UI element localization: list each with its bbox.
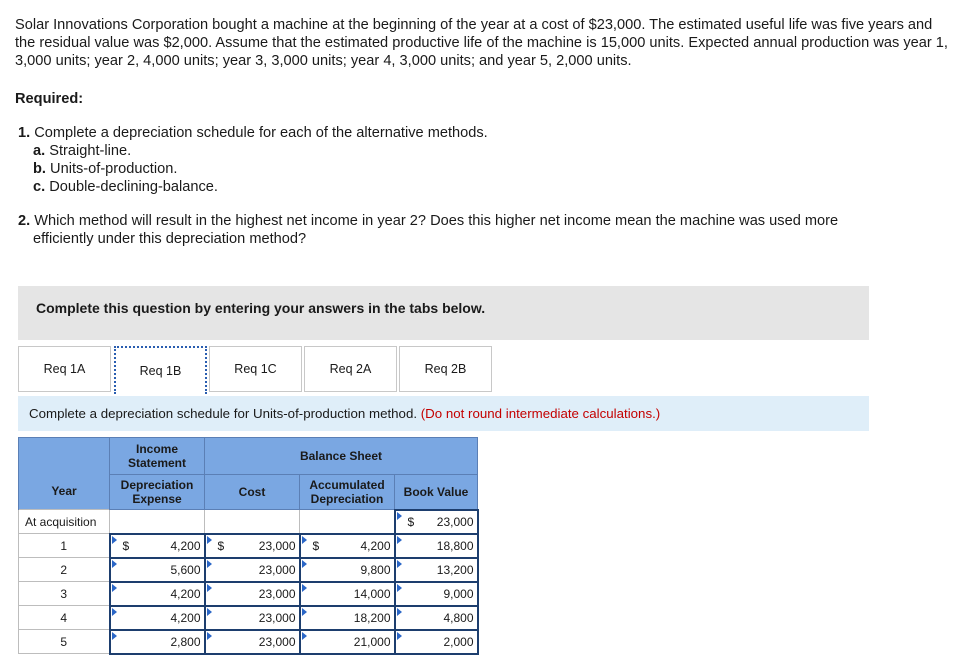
depreciation-expense-input[interactable]: [110, 558, 205, 582]
accumulated-depreciation-input[interactable]: [300, 534, 395, 558]
depreciation-schedule-table: [18, 437, 479, 655]
tab-req-2b[interactable]: Req 2B: [399, 346, 492, 392]
cost-value: 23,000: [258, 562, 296, 577]
book-value-header: Book Value: [395, 475, 478, 510]
accumulated-depreciation-input[interactable]: [300, 606, 395, 630]
problem-statement: Solar Innovations Corporation bought a machine at the beginning of the year at a cost of $23,000. The estimated useful life was five years and the residual value was $2,000. Assume that the estimated productive life of the machine is 15,000 units. Expected annual production was year 1, 3,000 units; year 2, 4,000 units; year 3, 3,000 units; year 4, 3,000 units; and year 5, 2,000 units.: [15, 17, 948, 69]
banner-text: Complete this question by entering your answers in the tabs below.: [36, 300, 486, 316]
q1-item-letter: b.: [33, 161, 46, 177]
cost-input[interactable]: [205, 534, 300, 558]
depreciation-expense-input[interactable]: [110, 630, 205, 654]
input-flag-icon: [397, 608, 402, 616]
q1-item-text: Straight-line.: [49, 143, 132, 159]
book-value-input[interactable]: [395, 558, 478, 582]
tab-req-2a[interactable]: Req 2A: [304, 346, 397, 392]
year-cell: 5: [19, 630, 110, 654]
year-cell: 4: [19, 606, 110, 630]
input-flag-icon: [397, 512, 402, 520]
accumulated-depreciation-value: 14,000: [353, 586, 391, 601]
question-2: [18, 212, 918, 248]
depreciation-expense-value: 4,200: [170, 538, 201, 553]
q1-number: 1.: [18, 125, 31, 141]
empty-cell: [300, 510, 395, 534]
instruction-text: Complete a depreciation schedule for Units-of-production method.: [29, 406, 418, 421]
cost-header: Cost: [205, 475, 300, 510]
q1-text: Complete a depreciation schedule for each of the alternative methods.: [34, 125, 488, 141]
q1-item-text: Units-of-production.: [50, 161, 178, 177]
currency-sign: $: [217, 538, 225, 553]
book-value: 23,000: [436, 514, 474, 529]
input-flag-icon: [207, 608, 212, 616]
cost-input[interactable]: [205, 630, 300, 654]
input-flag-icon: [112, 608, 117, 616]
book-value-input[interactable]: [395, 510, 478, 534]
cost-value: 23,000: [258, 586, 296, 601]
year-cell: At acquisition: [19, 510, 110, 534]
book-value: 9,000: [443, 586, 474, 601]
year-cell: 2: [19, 558, 110, 582]
empty-cell: [205, 510, 300, 534]
input-flag-icon: [302, 632, 307, 640]
currency-sign: $: [407, 514, 415, 529]
currency-sign: $: [312, 538, 320, 553]
book-value: 18,800: [436, 538, 474, 553]
depreciation-expense-value: 2,800: [170, 634, 201, 649]
input-flag-icon: [207, 536, 212, 544]
input-flag-icon: [112, 536, 117, 544]
tabs-banner: [18, 286, 869, 340]
accumulated-depreciation-input[interactable]: [300, 558, 395, 582]
q1-item-text: Double-declining-balance.: [49, 179, 218, 195]
cost-input[interactable]: [205, 606, 300, 630]
tab-req-1a[interactable]: Req 1A: [18, 346, 111, 392]
accumulated-depreciation-value: 21,000: [353, 634, 391, 649]
input-flag-icon: [302, 608, 307, 616]
accumulated-depreciation-header: Accumulated Depreciation: [300, 475, 395, 510]
depreciation-expense-input[interactable]: [110, 606, 205, 630]
q2-line-1: Which method will result in the highest net income in year 2? Does this higher net income mean the machine was used more: [34, 213, 839, 229]
depreciation-expense-value: 4,200: [170, 586, 201, 601]
depreciation-expense-input[interactable]: [110, 582, 205, 606]
required-heading: Required:: [15, 91, 84, 107]
cost-value: 23,000: [258, 538, 296, 553]
depreciation-expense-value: 4,200: [170, 610, 201, 625]
input-flag-icon: [397, 632, 402, 640]
input-flag-icon: [207, 560, 212, 568]
empty-cell: [110, 510, 205, 534]
year-header-spacer: [19, 438, 110, 510]
input-flag-icon: [207, 584, 212, 592]
accumulated-depreciation-input[interactable]: [300, 630, 395, 654]
cost-input[interactable]: [205, 582, 300, 606]
cost-value: 23,000: [258, 634, 296, 649]
balance-sheet-header: Balance Sheet: [205, 438, 478, 475]
currency-sign: $: [122, 538, 130, 553]
book-value-input[interactable]: [395, 582, 478, 606]
book-value: 2,000: [443, 634, 474, 649]
input-flag-icon: [207, 632, 212, 640]
question-1: [18, 124, 488, 196]
accumulated-depreciation-input[interactable]: [300, 582, 395, 606]
depreciation-expense-header: Depreciation Expense: [110, 475, 205, 510]
q1-item-letter: a.: [33, 143, 46, 159]
input-flag-icon: [302, 536, 307, 544]
cost-value: 23,000: [258, 610, 296, 625]
book-value-input[interactable]: [395, 606, 478, 630]
book-value-input[interactable]: [395, 630, 478, 654]
book-value: 13,200: [436, 562, 474, 577]
depreciation-expense-value: 5,600: [170, 562, 201, 577]
instruction-bar: [18, 396, 869, 431]
cost-input[interactable]: [205, 558, 300, 582]
q2-number: 2.: [18, 213, 31, 229]
q2-line-2: efficiently under this depreciation method?: [33, 231, 307, 247]
input-flag-icon: [302, 560, 307, 568]
year-cell: 1: [19, 534, 110, 558]
tab-req-1b[interactable]: Req 1B: [114, 346, 207, 394]
input-flag-icon: [112, 560, 117, 568]
input-flag-icon: [397, 584, 402, 592]
input-flag-icon: [302, 584, 307, 592]
accumulated-depreciation-value: 4,200: [360, 538, 391, 553]
year-cell: 3: [19, 582, 110, 606]
book-value-input[interactable]: [395, 534, 478, 558]
q1-item-letter: c.: [33, 179, 46, 195]
accumulated-depreciation-value: 9,800: [360, 562, 391, 577]
input-flag-icon: [397, 560, 402, 568]
book-value: 4,800: [443, 610, 474, 625]
input-flag-icon: [112, 584, 117, 592]
input-flag-icon: [112, 632, 117, 640]
accumulated-depreciation-value: 18,200: [353, 610, 391, 625]
year-header-label: Year: [51, 484, 77, 498]
income-statement-header: Income Statement: [110, 438, 205, 475]
instruction-note: (Do not round intermediate calculations.): [420, 406, 661, 421]
tab-req-1c[interactable]: Req 1C: [209, 346, 302, 392]
depreciation-expense-input[interactable]: [110, 534, 205, 558]
input-flag-icon: [397, 536, 402, 544]
